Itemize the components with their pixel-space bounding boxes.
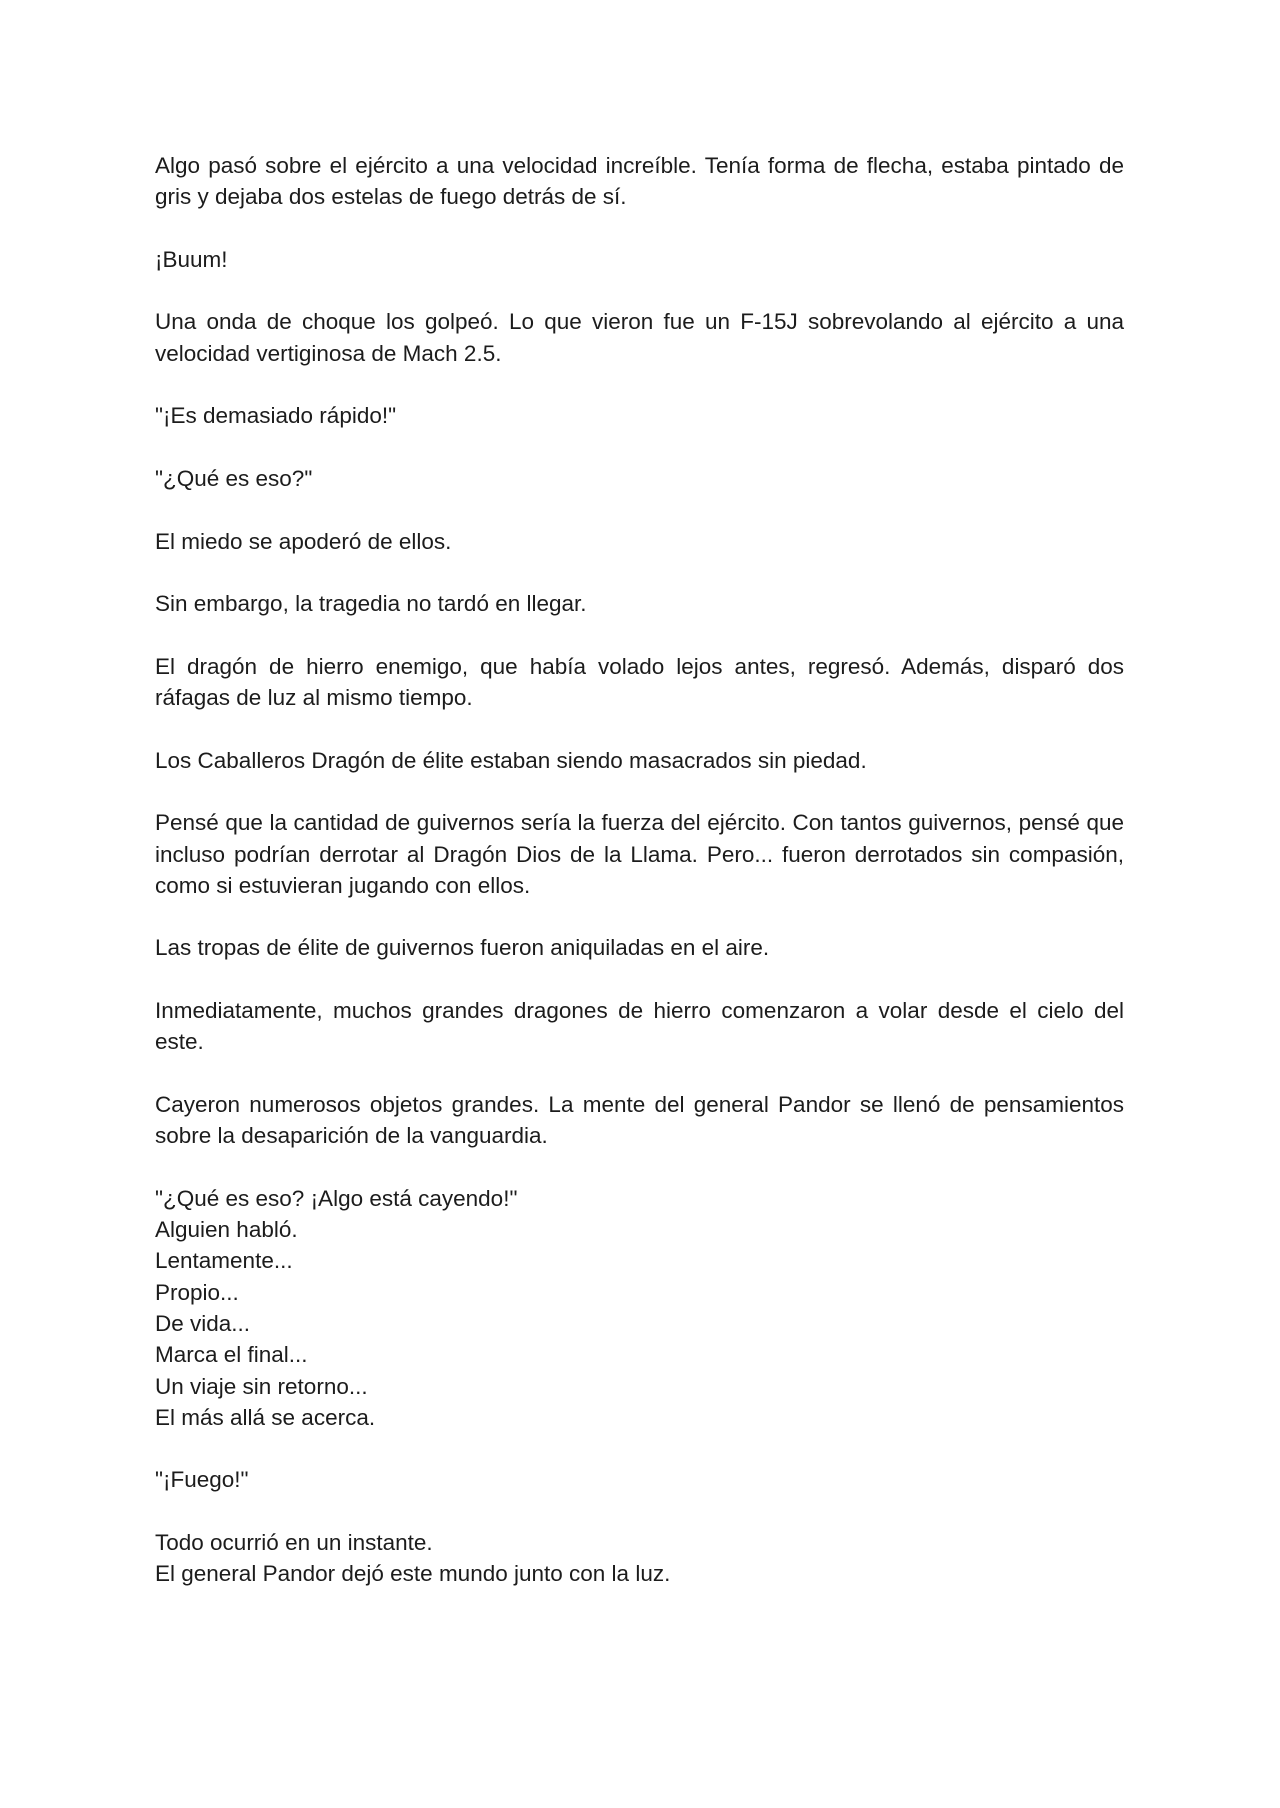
- verse-line: El más allá se acerca.: [155, 1404, 376, 1430]
- paragraph-shockwave: Una onda de choque los golpeó. Lo que vieron fue un F-15J sobrevolando al ejército a una velocidad vertiginosa de Mach 2.5.: [155, 309, 1124, 366]
- ending-line: El general Pandor dejó este mundo junto con la luz.: [155, 1561, 671, 1587]
- verse-line: "¿Qué es eso? ¡Algo está cayendo!": [155, 1185, 518, 1211]
- paragraph-eastern-sky: Inmediatamente, muchos grandes dragones de hierro comenzaron a volar desde el cielo del este.: [155, 998, 1124, 1055]
- paragraph-tragedy: Sin embargo, la tragedia no tardó en llegar.: [155, 591, 587, 617]
- verse-line: Un viaje sin retorno...: [155, 1373, 368, 1399]
- verse-line: Alguien habló.: [155, 1217, 298, 1243]
- ending-line: Todo ocurrió en un instante.: [155, 1530, 433, 1556]
- document-page: [155, 150, 1124, 1621]
- paragraph-wyverns-strength: Pensé que la cantidad de guivernos sería la fuerza del ejército. Con tantos guivernos, pensé que incluso podrían derrotar al Dragón Dios de la Llama. Pero... fueron derrotados sin compasión, como si estuvieran jugando con ellos.: [155, 810, 1124, 898]
- verse-block: [155, 1183, 1124, 1433]
- verse-line: Propio...: [155, 1279, 239, 1305]
- paragraph-fire: "¡Fuego!": [155, 1467, 249, 1493]
- verse-line: Marca el final...: [155, 1342, 308, 1368]
- paragraph-falling-objects: Cayeron numerosos objetos grandes. La mente del general Pandor se llenó de pensamientos sobre la desaparición de la vanguardia.: [155, 1091, 1124, 1149]
- ending-block: [155, 1527, 1124, 1590]
- verse-line: De vida...: [155, 1310, 251, 1336]
- paragraph-what-is-that: "¿Qué es eso?": [155, 465, 313, 491]
- paragraph-fear: El miedo se apoderó de ellos.: [155, 528, 452, 554]
- paragraph-boom: ¡Buum!: [155, 246, 228, 272]
- paragraph-elite-annihilated: Las tropas de élite de guivernos fueron aniquiladas en el aire.: [155, 935, 770, 961]
- paragraph-iron-dragon: El dragón de hierro enemigo, que había volado lejos antes, regresó. Además, disparó dos ráfagas de luz al mismo tiempo.: [155, 653, 1124, 711]
- paragraph-dragon-knights: Los Caballeros Dragón de élite estaban siendo masacrados sin piedad.: [155, 747, 867, 773]
- verse-line: Lentamente...: [155, 1248, 293, 1274]
- paragraph-too-fast: "¡Es demasiado rápido!": [155, 403, 397, 429]
- paragraph-arrow-sighting: Algo pasó sobre el ejército a una velocidad increíble. Tenía forma de flecha, estaba pintado de gris y dejaba dos estelas de fuego detrás de sí.: [155, 153, 1124, 210]
